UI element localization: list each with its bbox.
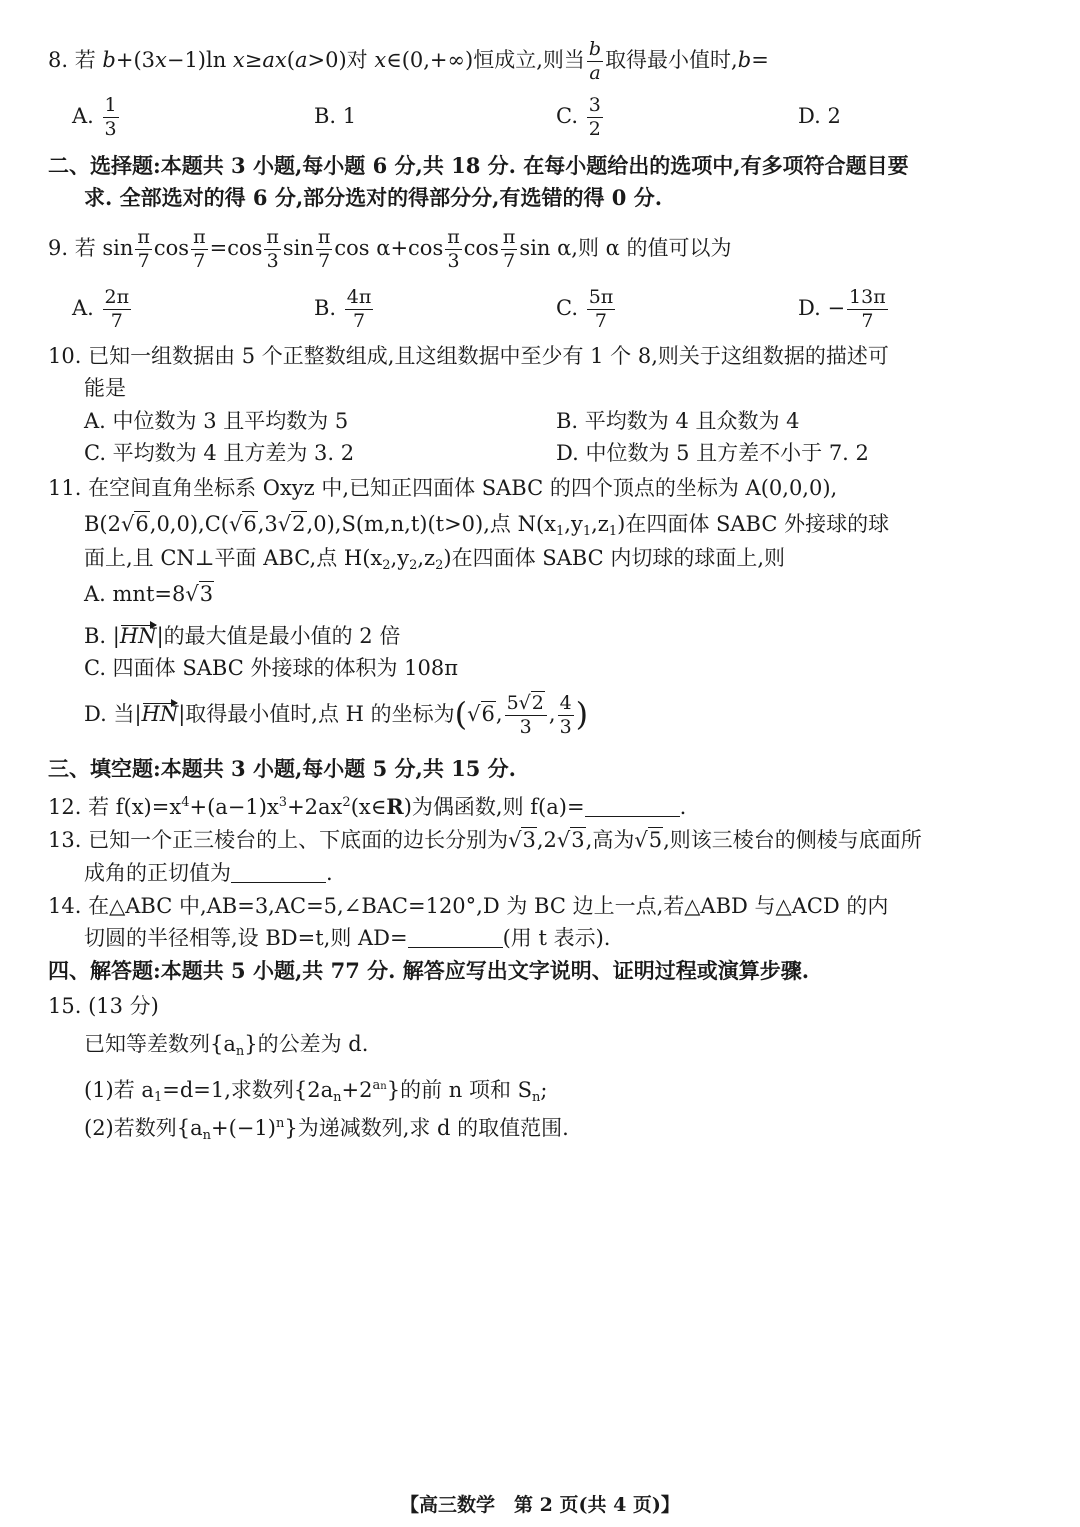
question-14-stem-cont: 切圆的半径相等,设 BD=t,则 AD= (用 t 表示). <box>84 926 611 950</box>
section-2-heading: 二、选择题:本题共 3 小题,每小题 6 分,共 18 分. 在每小题给出的选项中,有多项符合题目要 <box>48 153 909 178</box>
question-8-stem: 8. 若 b+(3x−1)ln x≥ax(a>0)对 x∈(0,+∞)恒成立,则当 $\frac{b}{a}$ 取得最小值时,b= <box>48 38 769 84</box>
question-12-stem: 12. 若 $f(x)=x^4+(a-1)x^3+2ax^2(x\in R)$为偶函数,则 f(a)= . <box>48 794 687 819</box>
q11-option-c: C. 四面体 SABC 外接球的体积为 108π <box>84 656 459 680</box>
vector-hn: HN <box>141 702 179 726</box>
section-3-heading: 三、填空题:本题共 3 小题,每小题 5 分,共 15 分. <box>48 756 516 781</box>
q9-option-b: B. $\frac{4\pi}{7}$ <box>314 286 372 332</box>
page-footer: 【高三数学 第 2 页(共 4 页)】 <box>400 1494 680 1516</box>
answer-blank <box>408 927 503 948</box>
q8-option-d: D. 2 <box>798 104 841 128</box>
q8-option-c: C. $\frac{3}{2}$ <box>556 94 601 140</box>
question-10-stem: 10. 已知一组数据由 5 个正整数组成,且这组数据中至少有 1 个 8,则关于这组数据的描述可 <box>48 344 889 368</box>
q8-option-b: B. 1 <box>314 104 357 128</box>
q9-option-c: C. $\frac{5\pi}{7}$ <box>556 286 614 332</box>
q8-option-a: A. $\frac{1}{3}$ <box>72 94 117 140</box>
question-10-stem-cont: 能是 <box>84 376 126 400</box>
answer-blank <box>231 862 326 883</box>
section-2-heading-cont: 求. 全部选对的得 6 分,部分选对的得部分分,有选错的得 0 分. <box>84 185 663 210</box>
q9-option-d: D. − $\frac{13\pi}{7}$ <box>798 286 886 332</box>
question-15-stem: 已知等差数列$\{a_n\}$的公差为 d. <box>84 1032 369 1059</box>
q11-option-a: A. mnt=8√3 <box>84 582 214 606</box>
q10-option-b: B. 平均数为 4 且众数为 4 <box>556 409 800 433</box>
fraction-b-over-a: $\frac{b}{a}$ <box>588 38 602 84</box>
question-11-stem: 11. 在空间直角坐标系 Oxyz 中,已知正四面体 SABC 的四个顶点的坐标为 A(0,0,0), <box>48 476 838 500</box>
q10-option-a: A. 中位数为 3 且平均数为 5 <box>84 409 349 433</box>
question-13-stem: 13. 已知一个正三棱台的上、下底面的边长分别为√3,2√3,高为√5,则该三棱台的侧棱与底面所 <box>48 828 922 852</box>
question-15-heading: 15. (13 分) <box>48 994 159 1018</box>
q11-option-d: D. 当|HN|取得最小值时,点 H 的坐标为(√6, $\frac{5√2}{3}$ , $\frac{4}{3}$ ) <box>84 692 589 738</box>
vector-hn: HN <box>119 624 157 648</box>
question-15-part-1: (1)若 $a_1=d=1$,求数列$\{2a_n+2^{an}\}$的前 n 项和 $S_n$; <box>84 1078 548 1105</box>
question-14-stem: 14. 在△ABC 中,AB=3,AC=5,∠BAC=120°,D 为 BC 边上一点,若△ABD 与△ACD 的内 <box>48 894 889 918</box>
question-9-stem: 9. 若 sin $\frac{\pi}{7}$ cos $\frac{\pi}{7}$ =cos $\frac{\pi}{3}$ sin $\frac{\pi}{7}$ cos α+cos $\frac{\pi}{3}$ cos $\frac{\pi}{7}$ sin α,则 α 的值可以为 <box>48 226 732 272</box>
q10-option-c: C. 平均数为 4 且方差为 3. 2 <box>84 441 355 465</box>
section-4-heading: 四、解答题:本题共 5 小题,共 77 分. 解答应写出文字说明、证明过程或演算步骤. <box>48 958 810 983</box>
question-13-stem-cont: 成角的正切值为 . <box>84 861 333 885</box>
q11-option-b: B. |HN|的最大值是最小值的 2 倍 <box>84 624 401 648</box>
question-11-stem-2: B(2√6,0,0),C(√6,3√2,0),S(m,n,t)(t>0),点 $N(x_1,y_1,z_1)$在四面体 SABC 外接球的球 <box>84 512 890 539</box>
q9-option-a: A. $\frac{2\pi}{7}$ <box>72 286 130 332</box>
question-15-part-2: (2)若数列$\{a_n+(-1)^n\}$为递减数列,求 d 的取值范围. <box>84 1116 569 1143</box>
q10-option-d: D. 中位数为 5 且方差不小于 7. 2 <box>556 441 869 465</box>
answer-blank <box>585 796 680 817</box>
question-11-stem-3: 面上,且 CN⊥平面 ABC,点 $H(x_2,y_2,z_2)$在四面体 SABC 内切球的球面上,则 <box>84 546 786 573</box>
